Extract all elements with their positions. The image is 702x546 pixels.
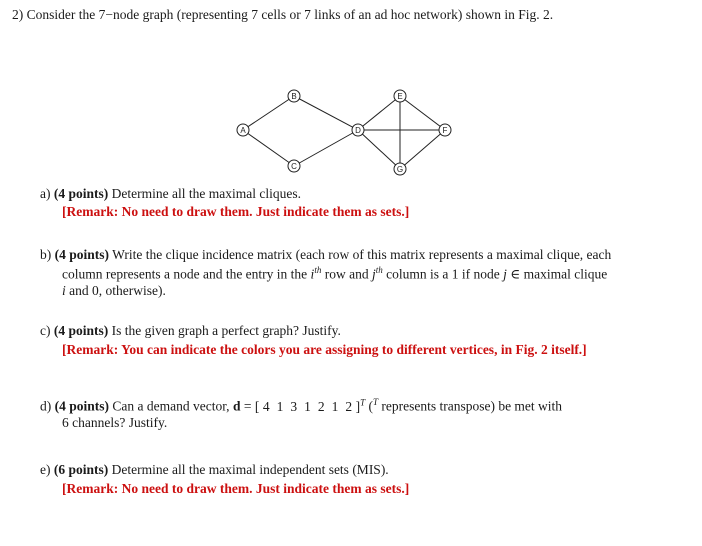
node-label-b: B (291, 92, 297, 101)
part-b-points: (4 points) (54, 247, 110, 262)
part-d-line2: 6 channels? Justify. (62, 415, 168, 430)
part-a-remark: [Remark: No need to draw them. Just indicate them as sets.] (62, 204, 410, 219)
part-b-line2: column represents a node and the entry in the $i^{th}$ row and $j^{th}$ column is a 1 if node j ∈ maximal clique (62, 265, 608, 282)
part-c-remark: [Remark: You can indicate the colors you are assigning to different vertices, in Fig. 2 itself.] (62, 342, 587, 357)
edge-d-g (358, 130, 400, 169)
edge-e-f (400, 96, 445, 130)
node-label-d: D (355, 126, 361, 135)
demand-vector: [ 4 1 3 1 2 1 2 ]$^T$ (254, 397, 366, 414)
part-c-points: (4 points) (53, 323, 109, 338)
part-a-points: (4 points) (53, 186, 109, 201)
part-b (40, 247, 611, 263)
question-text: Consider the 7−node graph (representing 7 cells or 7 links of an ad hoc network) shown in Fig. 2. (26, 7, 554, 22)
part-a-label: a) (40, 186, 51, 201)
node-label-c: C (291, 162, 297, 171)
edge-b-d (294, 96, 358, 130)
edge-f-g (400, 130, 445, 169)
part-d-label: d) (40, 398, 52, 414)
demand-vector-symbol: d (232, 398, 241, 414)
node-label-g: G (396, 165, 404, 174)
part-e-label: e) (40, 462, 51, 477)
part-e-remark: [Remark: No need to draw them. Just indicate them as sets.] (62, 481, 410, 496)
part-b-label: b) (40, 247, 52, 262)
question-number: 2) (12, 7, 24, 22)
part-a-text: Determine all the maximal cliques. (111, 186, 301, 201)
edge-a-c (243, 130, 294, 166)
node-label-e: E (397, 92, 403, 101)
part-c-text: Is the given graph a perfect graph? Justify. (111, 323, 341, 338)
part-d: d) (4 points) Can a demand vector, d = [ 4 1 3 1 2 1 2 ]$^T$ ($^T$ represents transpose) be met with (40, 397, 563, 414)
edge-d-e (358, 96, 400, 130)
part-d-points: (4 points) (54, 398, 110, 414)
node-label-f: F (442, 126, 448, 135)
part-c-label: c) (40, 323, 51, 338)
part-c (40, 323, 341, 339)
graph-edges (243, 96, 445, 169)
part-e-text: Determine all the maximal independent sets (MIS). (111, 462, 389, 477)
edge-a-b (243, 96, 294, 130)
edge-c-d (294, 130, 358, 166)
node-label-a: A (240, 126, 246, 135)
part-b-line1: Write the clique incidence matrix (each row of this matrix represents a maximal clique, each (112, 247, 612, 262)
part-e (40, 462, 389, 478)
part-b-line3: i and 0, otherwise). (62, 283, 166, 298)
part-a (40, 186, 301, 202)
part-e-points: (6 points) (53, 462, 109, 477)
